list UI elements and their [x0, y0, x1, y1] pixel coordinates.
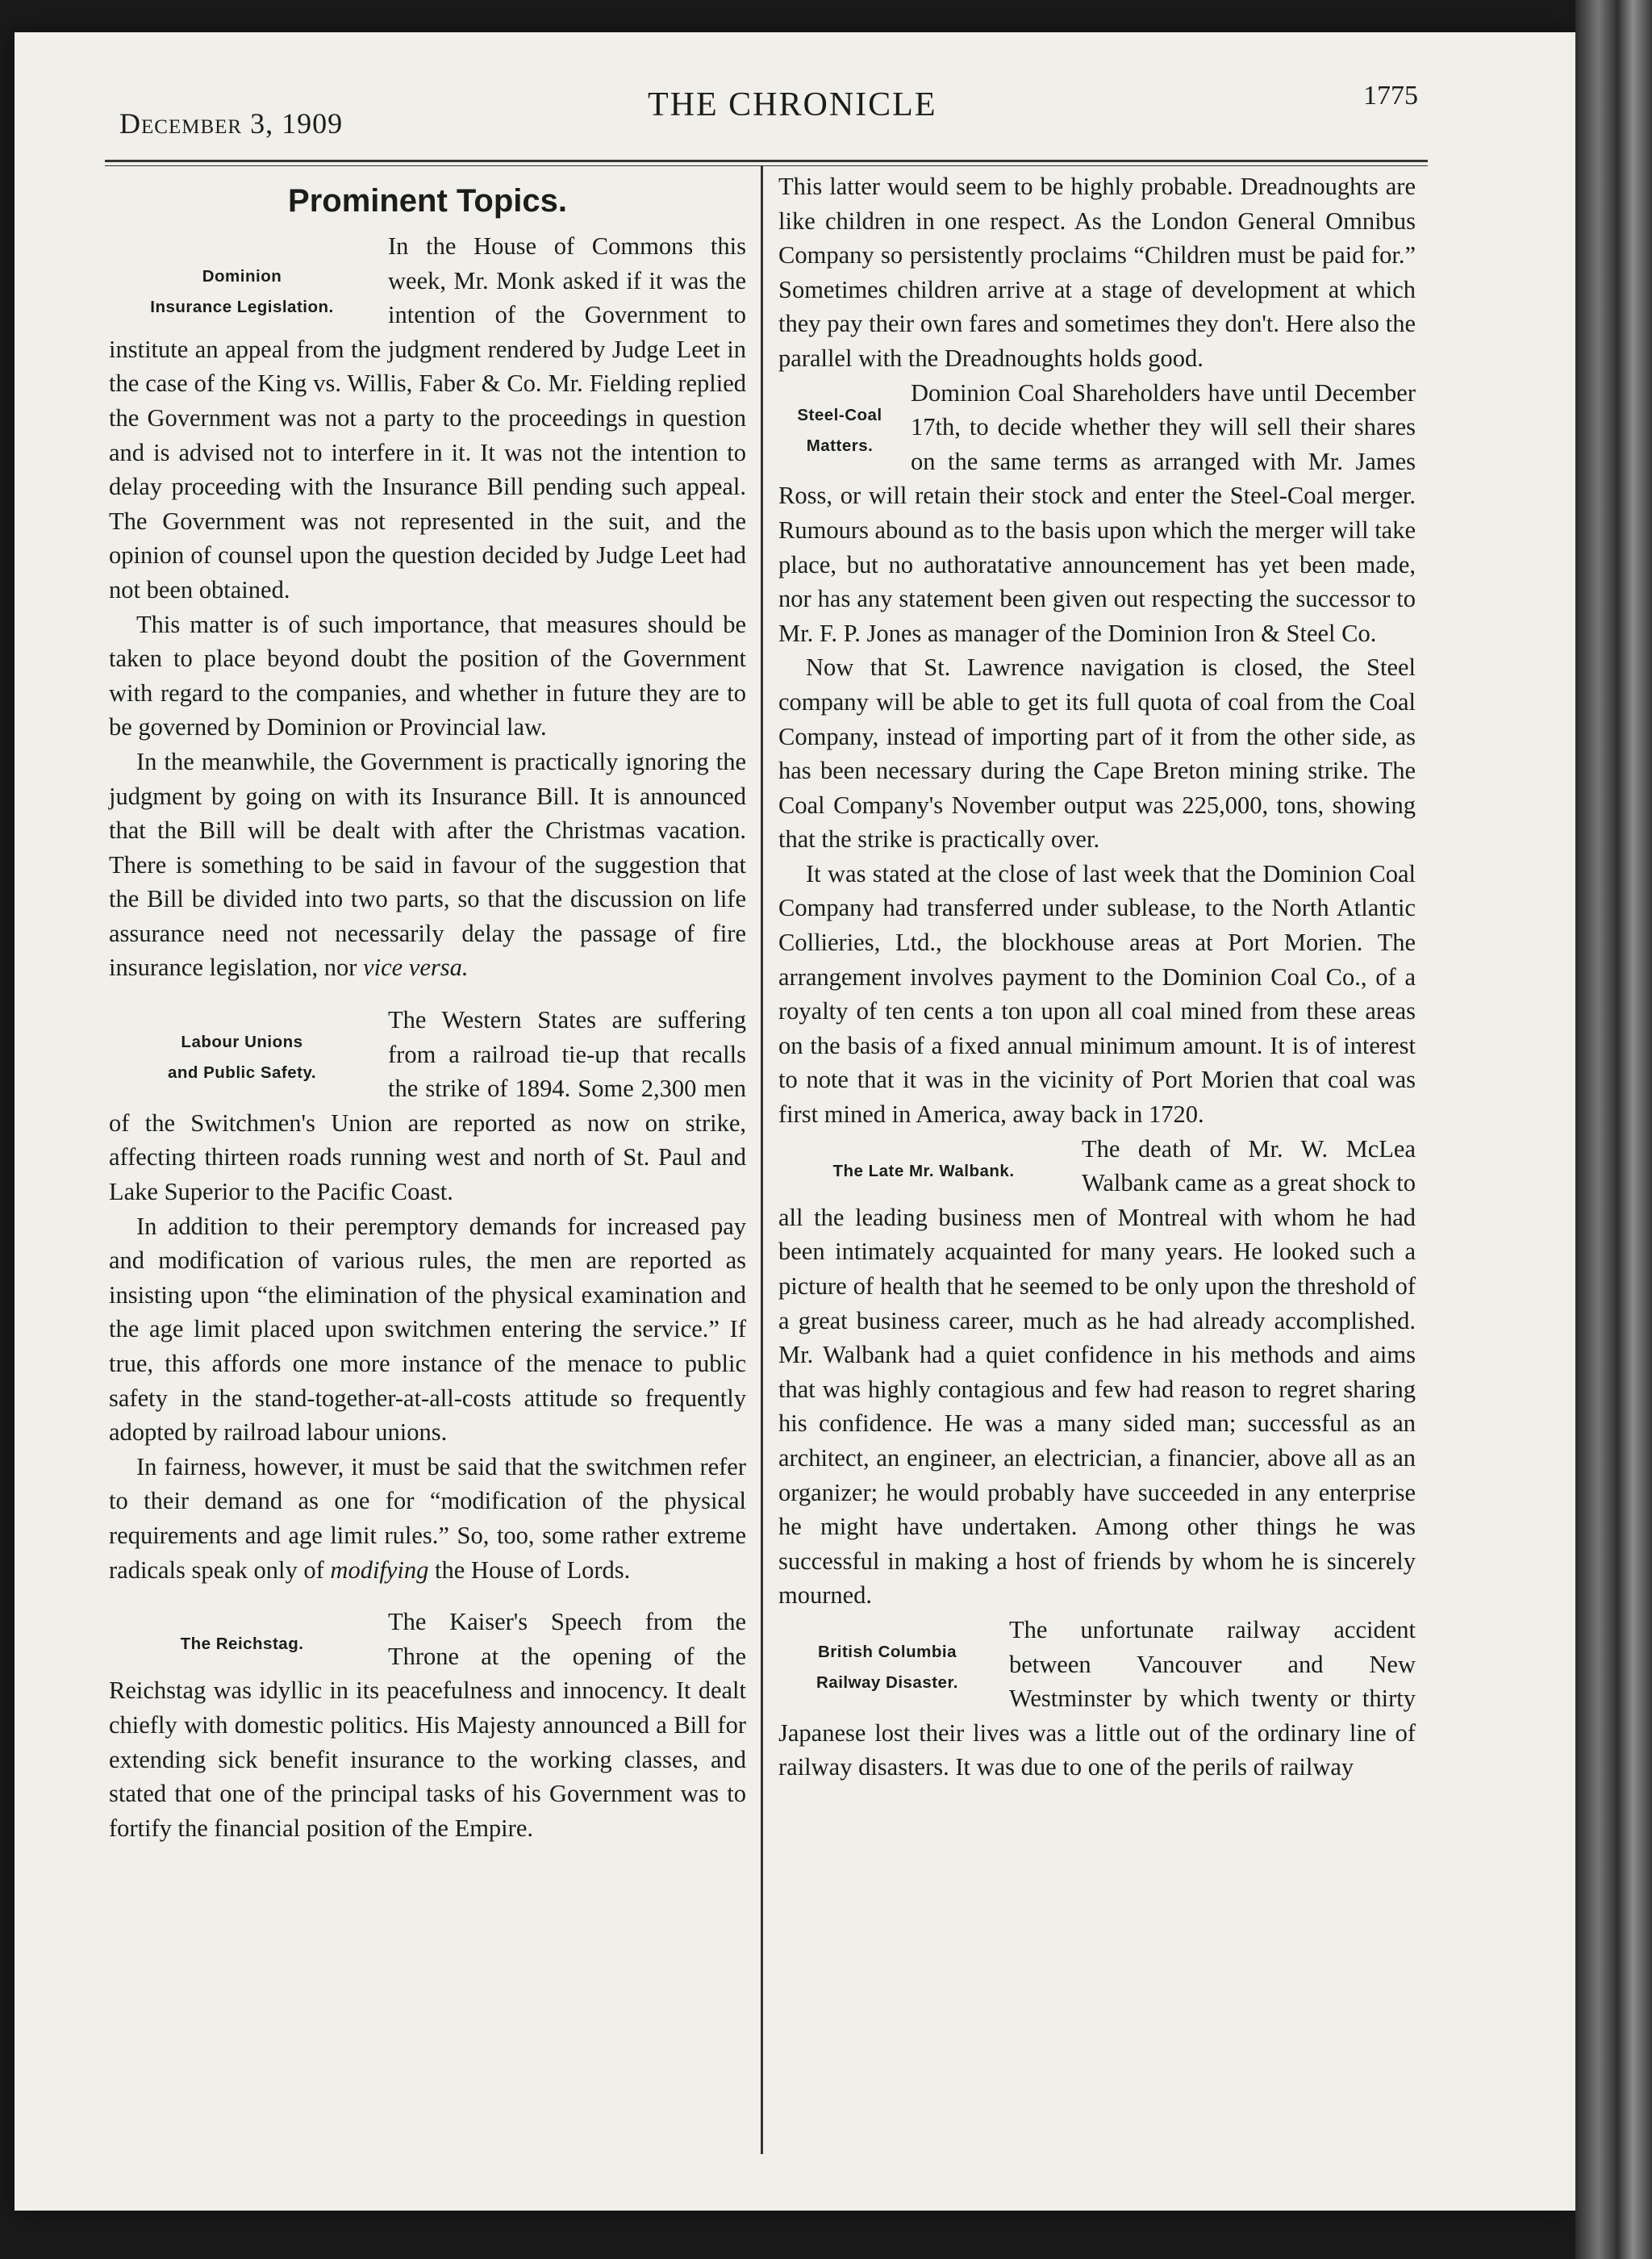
article-paragraph: In addition to their peremptory demands for increased pay and modification of various rules, the men are reported as insisting upon “the elimination of the physical examination and the age limit placed upon switchmen entering the service.” If true, this affords one more instance of the menace to public safety in the stand-together-at-all-costs attitude so frequently adopted by railroad labour unions.	[109, 1212, 746, 1447]
page-header	[103, 81, 1426, 153]
sidehead-walbank	[778, 1156, 1069, 1187]
article-paragraph: The unfortunate railway accident between Vancouver and New Westminster by which twenty or thirty Japanese lost their lives was a little out of the ordinary line of railway disasters. It was due to one of the perils of railway	[778, 1615, 1416, 1781]
sidehead-line: Railway Disaster.	[816, 1672, 958, 1692]
sidehead-line: Steel-Coal	[797, 405, 882, 424]
italic-text: vice versa.	[363, 954, 469, 982]
sidehead-line: Dominion	[202, 267, 282, 286]
section-title: Prominent Topics.	[288, 183, 567, 219]
sidehead-line: and Public Safety.	[167, 1063, 317, 1083]
sidehead-line: Matters.	[806, 436, 874, 455]
article-paragraph: This matter is of such importance, that measures should be taken to place beyond doubt the position of the Government with regard to the companies, and whether in future they are to be governed by Dominion or Provincial law.	[109, 610, 746, 741]
sidehead-line: Insurance Legislation.	[150, 298, 334, 316]
paragraph-text: In fairness, however, it must be said that the switchmen refer to their demand as one for “modification of the physical requirements and age limit rules.” So, too, some rather extreme radicals speak only of	[109, 1452, 746, 1584]
italic-text: modifying	[330, 1555, 429, 1584]
article-paragraph	[109, 1450, 746, 1587]
article-paragraph: The Kaiser's Speech from the Throne at the opening of the Reichstag was idyllic in its peacefulness and innocency. It dealt chiefly with domestic politics. His Majesty announced a Bill for extending sick benefit insurance to the working classes, and stated that one of the principal tasks of his Government was to fortify the financial position of the Empire.	[109, 1608, 746, 1842]
sidehead-steel-coal	[778, 400, 901, 461]
article-paragraph	[109, 745, 746, 985]
article-paragraph: Now that St. Lawrence navigation is closed, the Steel company will be able to get its full quota of coal from the Coal Company, instead of importing part of it from the other side, as has been necessary during the Cape Breton mining strike. The Coal Company's November output was 225,000, tons, showing that the strike is practically over.	[778, 653, 1416, 854]
sidehead-line: Labour Unions	[181, 1033, 303, 1052]
article-paragraph: The death of Mr. W. McLea Walbank came as a great shock to all the leading business men of Montreal with whom he had been intimately acquainted for many years. He looked such a picture of health that he seemed to be only upon the threshold of a great business career, much as he had already accomplished. Mr. Walbank had a quiet confidence in his methods and aims that was highly contagious and few had reason to regret sharing his confidence. He was a many sided man; successful as an architect, an engineer, an electrician, a financier, above all as an organizer; he would probably have succeeded in any enterprise he might have undertaken. Among other things he was successful in making a host of friends by whom he is sincerely mourned.	[778, 1134, 1416, 1610]
sidehead-reichstag	[109, 1629, 375, 1660]
left-column	[109, 169, 746, 1845]
sidehead-line: The Reichstag.	[180, 1635, 304, 1654]
page-number: 1775	[1363, 81, 1418, 111]
publication-title: THE CHRONICLE	[648, 86, 937, 123]
book-binding	[1575, 0, 1652, 2259]
paragraph-text: the House of Lords.	[428, 1555, 631, 1584]
header-rule-thin	[105, 165, 1428, 166]
sidehead-line: The Late Mr. Walbank.	[832, 1161, 1015, 1180]
header-rule	[105, 160, 1428, 162]
article-paragraph: In the House of Commons this week, Mr. Monk asked if it was the intention of the Government to institute an appeal from the judgment rendered by Judge Leet in the case of the King vs. Willis, Faber & Co. Mr. Fielding replied the Government was not a party to the proceedings in question and is advised not to interfere in it. It was not the intention to delay proceeding with the Insurance Bill pending such appeal. The Government was not represented in the suit, and the opinion of counsel upon the question decided by Judge Leet had not been obtained.	[109, 232, 746, 603]
sidehead-bc-railway	[778, 1637, 996, 1698]
sidehead-dominion-insurance	[109, 261, 375, 323]
sidehead-line: British Columbia	[817, 1642, 957, 1661]
article-paragraph: It was stated at the close of last week that the Dominion Coal Company had transferred under sublease, to the North Atlantic Collieries, Ltd., the blockhouse areas at Port Morien. The arrangement involves payment to the Dominion Coal Co., of a royalty of ten cents a ton upon all coal mined from these areas on the basis of a fixed annual minimum amount. It is of interest to note that it was in the vicinity of Port Morien that coal was first mined in America, away back in 1720.	[778, 859, 1416, 1129]
right-column	[778, 169, 1416, 1785]
article-paragraph: This latter would seem to be highly probable. Dreadnoughts are like children in one respect. As the London General Omnibus Company so persistently proclaims “Children must be paid for.” Sometimes children arrive at a stage of development at which they pay their own fares and sometimes they don't. Here also the parallel with the Dreadnoughts holds good.	[778, 173, 1416, 372]
column-divider	[761, 165, 763, 2154]
sidehead-labour-unions	[109, 1027, 375, 1088]
issue-date: December 3, 1909	[119, 107, 344, 140]
article-paragraph: The Western States are suffering from a railroad tie-up that recalls the strike of 1894. Some 2,300 men of the Switchmen's Union are reported as now on strike, affecting thirteen roads running west and north of St. Paul and Lake Superior to the Pacific Coast.	[109, 1006, 746, 1206]
paragraph-text: In the meanwhile, the Government is practically ignoring the judgment by going on with its Insurance Bill. It is announced that the Bill will be dealt with after the Christmas vacation. There is something to be said in favour of the suggestion that the Bill be divided into two parts, so that the discussion on life assurance need not necessarily delay the passage of fire insurance legislation, nor	[109, 747, 746, 982]
article-paragraph: Dominion Coal Shareholders have until December 17th, to decide whether they will sell their shares on the same terms as arranged with Mr. James Ross, or will retain their stock and enter the Steel-Coal merger. Rumours abound as to the basis upon which the merger will take place, but no authoratative announcement has yet been made, nor has any statement been given out respecting the successor to Mr. F. P. Jones as manager of the Dominion Iron & Steel Co.	[778, 378, 1416, 647]
